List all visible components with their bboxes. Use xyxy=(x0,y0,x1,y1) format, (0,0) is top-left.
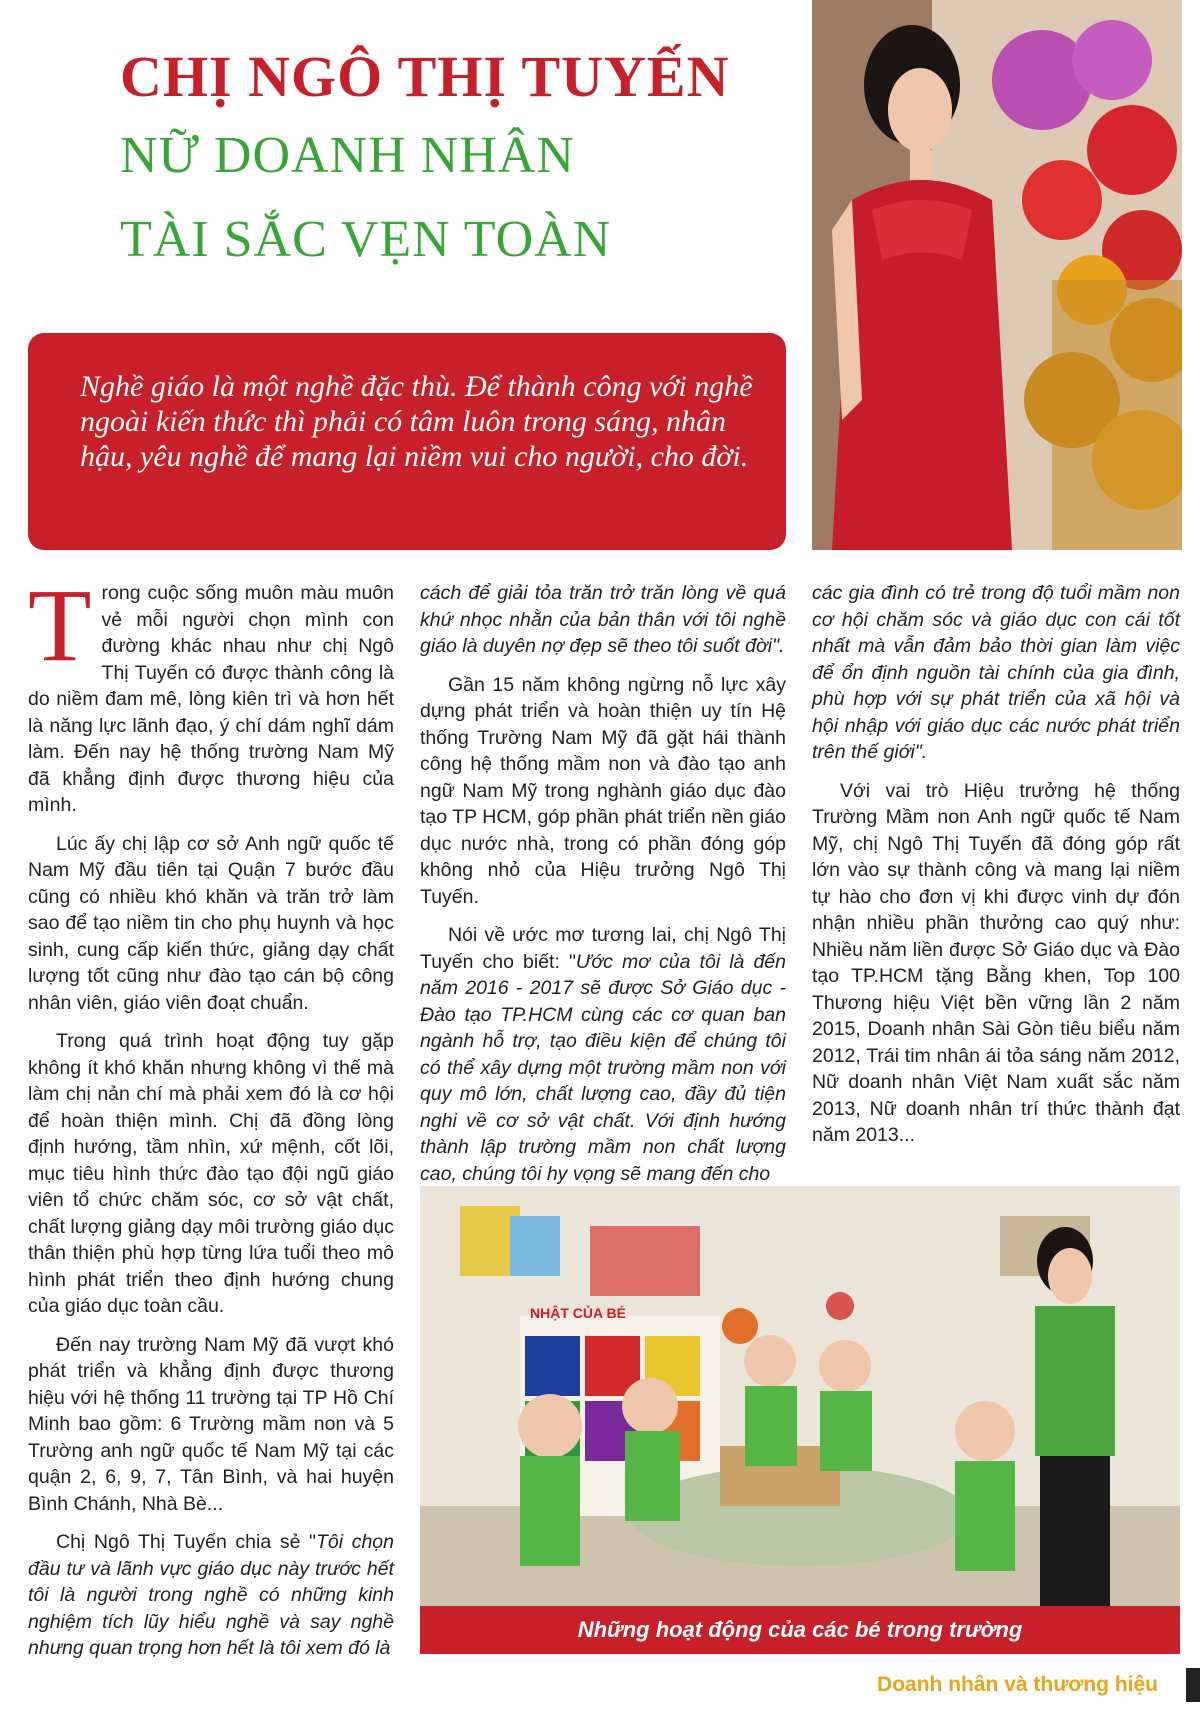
photo-caption: Những hoạt động của các bé trong trường xyxy=(577,1617,1023,1642)
article-subtitle-line1: NỮ DOANH NHÂN xyxy=(120,127,575,184)
quoted-text: Ước mơ của tôi là đến năm 2016 - 2017 sẽ được Sở Giáo dục - Đào tạo TP.HCM cùng các cơ quan ban ngành hỗ trợ, tạo điều kiện để chúng tôi có thể xây dựng một trường mầm non với quy mô lớn, chất lượng cao, đầy đủ tiện nghi về cơ sở vật chất. Với định hướng thành lập trường mầm non chất lượng cao, chúng tôi hy vọng sẽ mang đến cho xyxy=(420,950,786,1185)
classroom-illustration xyxy=(420,1186,1180,1606)
pull-quote-box xyxy=(28,333,786,550)
classroom-photo xyxy=(420,1186,1180,1606)
photo-caption-bar xyxy=(420,1606,1180,1654)
article-title: CHỊ NGÔ THỊ TUYẾN xyxy=(120,44,730,109)
page-footer xyxy=(877,1668,1172,1702)
article-subtitle-line2: TÀI SẮC VẸN TOÀN xyxy=(120,211,612,268)
paragraph: Lúc ấy chị lập cơ sở Anh ngữ quốc tế Nam Mỹ đầu tiên tại Quận 7 bước đầu cũng có nhiều khó khăn và trăn trở làm sao để tạo niềm tin cho phụ huynh và học sinh, cung cấp kiến thức, giảng dạy chất lượng tốt cũng như đào tạo cán bộ công nhân viên, giáo viên đoạt chuẩn. xyxy=(28,832,394,1014)
title-block xyxy=(120,40,800,282)
paragraph: Với vai trò Hiệu trưởng hệ thống Trường Mầm non Anh ngữ quốc tế Nam Mỹ, chị Ngô Thị Tuyến đã đóng góp rất lớn vào sự thành công và mang lại niềm tự hào cho đơn vị khi được vinh dự đón nhận nhiều phần thưởng cao quý như: Nhiều năm liền được Sở Giáo dục và Đào tạo TP.HCM tặng Bằng khen, Top 100 Thương hiệu Việt bền vững lần 2 năm 2015, Doanh nhân Sài Gòn tiêu biểu năm 2012, Trái tim nhân ái tỏa sáng năm 2012, Nữ doanh nhân Việt Nam xuất sắc năm 2013, Nữ doanh nhân trí thức thành đạt năm 2013... xyxy=(812,779,1180,1146)
drop-cap: T xyxy=(28,568,92,683)
paragraph-text: Chị Ngô Thị Tuyến chia sẻ " xyxy=(56,1531,316,1553)
paragraph xyxy=(28,1529,394,1662)
footer-section-name: Doanh nhân và thương hiệu xyxy=(877,1673,1158,1696)
article-column-2 xyxy=(420,580,786,1199)
portrait-photo xyxy=(812,0,1182,550)
paragraph: Đến nay trường Nam Mỹ đã vượt khó phát triển và khẳng định được thương hiệu với hệ thống 11 trường tại TP Hồ Chí Minh bao gồm: 6 Trường mầm non và 5 Trường anh ngữ quốc tế Nam Mỹ tại các quận 2, 6, 9, 7, Tân Bình, và hai huyện Bình Chánh, Nhà Bè... xyxy=(28,1333,394,1515)
article-column-1 xyxy=(28,568,394,1674)
paragraph-text: rong cuộc sống muôn màu muôn vẻ mỗi người chọn mình con đường khác nhau như chị Ngô Thị Tuyến có được thành công là do niềm đam mê, lòng kiên trì và hơn hết là năng lực lãnh đạo, ý chí dám nghĩ dám làm. Đến nay hệ thống trường Nam Mỹ đã khẳng định được thương hiệu của mình. xyxy=(28,582,394,816)
footer-marker-bar xyxy=(1186,1668,1200,1702)
paragraph: Trong quá trình hoạt động tuy gặp không ít khó khăn nhưng không vì thế mà làm chị nản chí mà phải xem đó là cơ hội để hoàn thiện mình. Chị đã đồng lòng định hướng, tầm nhìn, xứ mệnh, cốt lõi, mục tiêu hình thức đào tạo đội ngũ giáo viên tổ chức chăm sóc, cơ sở vật chất, chất lượng giảng dạy môi trường giáo dục thân thiện phù hợp từng lứa tuổi theo mô hình phát triển theo định hướng chung của giáo dục toàn cầu. xyxy=(28,1030,394,1317)
quoted-text: cách để giải tỏa trăn trở trăn lòng về quá khứ nhọc nhằn của bản thân với tôi nghề giáo là duyên nợ đẹp sẽ theo tôi suốt đời". xyxy=(420,582,786,657)
quoted-text: Tôi chọn đầu tư và lãnh vực giáo dục này trước hết tôi là người trong nghề có những kinh nghiệm tích lũy hiểu nghề và say nghề nhưng quan trọng hơn hết là tôi xem đó là xyxy=(28,1531,394,1659)
classroom-banner-text: NHẬT CỦA BÉ xyxy=(530,1305,626,1321)
paragraph-text: Nói về ước mơ tương lai, chị Ngô Thị Tuyến cho biết: " xyxy=(420,924,786,973)
paragraph: Gần 15 năm không ngừng nỗ lực xây dựng phát triển và hoàn thiện uy tín Hệ thống Trường Nam Mỹ đã gặt hái thành công hệ thống mầm non và đào tạo anh ngữ Nam Mỹ trong nghành giáo dục đào tạo TP HCM, góp phần phát triển nền giáo dục nước nhà, trong có phần đóng góp không nhỏ của Hiệu trưởng Ngô Thị Tuyến. xyxy=(420,673,786,908)
pull-quote-text: Nghề giáo là một nghề đặc thù. Để thành công với nghề ngoài kiến thức thì phải có tâm luôn trong sáng, nhân hậu, yêu nghề để mang lại niềm vui cho người, cho đời. xyxy=(80,370,753,473)
article-column-3 xyxy=(812,580,1180,1161)
paragraph xyxy=(420,922,786,1187)
portrait-illustration xyxy=(812,0,1182,550)
quoted-text: các gia đình có trẻ trong độ tuổi mầm non cơ hội chăm sóc và giáo dục con cái tốt nhất mà vẫn đảm bảo thời gian làm việc để ổn định nguồn tài chính của gia đình, phù hợp với sự phát triển của xã hội và hội nhập với giáo dục các nước phát triển trên thế giới". xyxy=(812,582,1180,763)
paragraph xyxy=(28,568,394,819)
